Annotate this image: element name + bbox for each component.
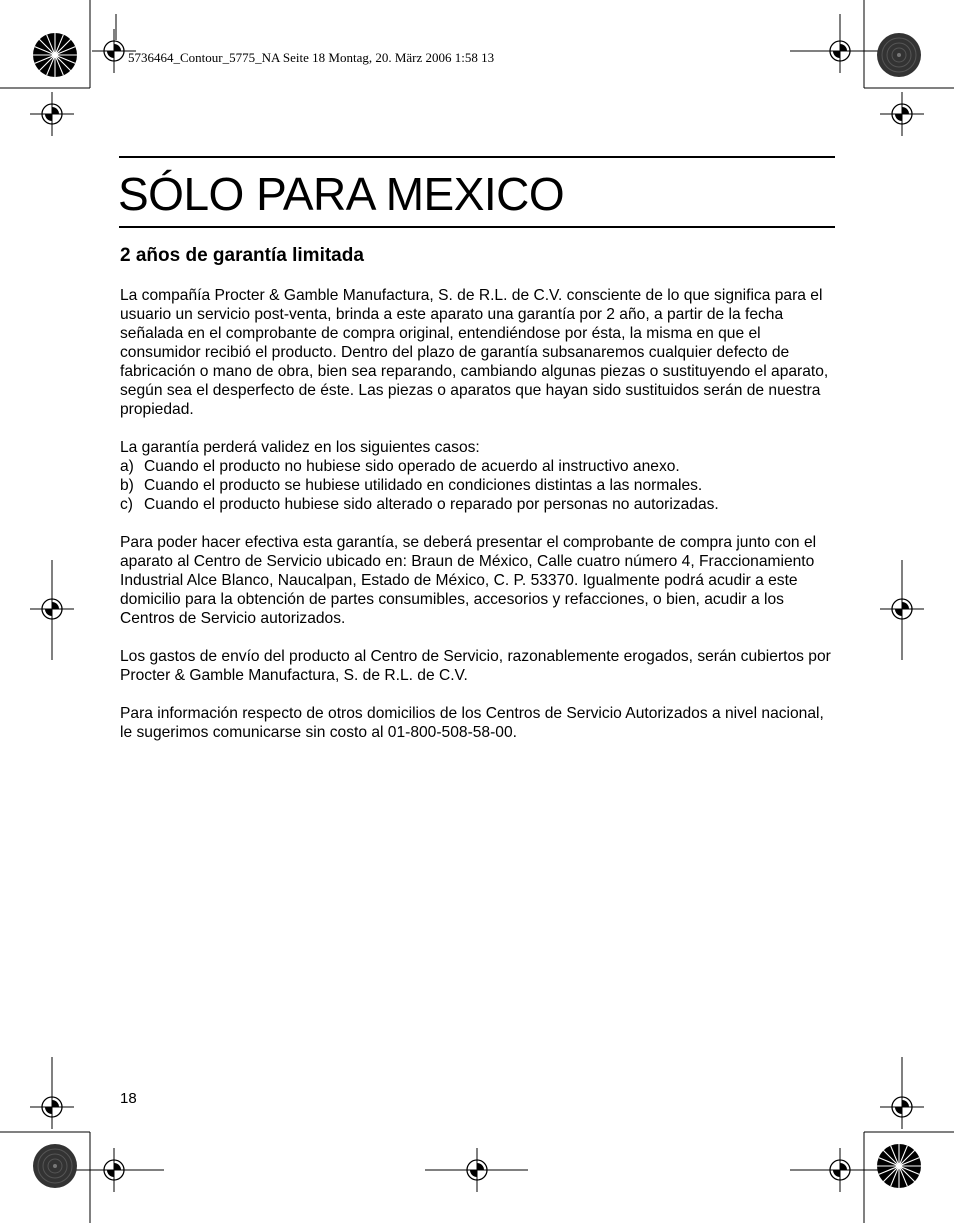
shipping-paragraph: Los gastos de envío del producto al Centro de Servicio, razonablemente erogados, serán cubiertos por Procter & Gamble Manufactura, S. de R.L. de C.V. — [120, 648, 831, 684]
title-top-rule — [119, 156, 835, 158]
contact-paragraph: Para información respecto de otros domicilios de los Centros de Servicio Autorizados a nivel nacional, le sugerimos comunicarse sin costo al 01-800-508-58-00. — [120, 705, 824, 741]
list-item — [120, 476, 836, 495]
section-heading: 2 años de garantía limitada — [120, 245, 364, 266]
page-title: SÓLO PARA MEXICO — [118, 168, 565, 220]
list-marker: a) — [120, 458, 134, 475]
title-bottom-rule — [119, 226, 835, 228]
list-marker: b) — [120, 477, 134, 494]
list-item-text: Cuando el producto se hubiese utilidado en condiciones distintas a las normales. — [144, 477, 703, 494]
list-marker: c) — [120, 496, 133, 513]
print-slug: 5736464_Contour_5775_NA Seite 18 Montag, 20. März 2006 1:58 13 — [128, 50, 495, 65]
intro-paragraph: La compañía Procter & Gamble Manufactura, S. de R.L. de C.V. consciente de lo que significa para el usuario un servicio post-venta, brinda a este aparato una garantía por 2 año, a partir de la fecha señalada en el comprobante de compra original, entendiéndose por ésta, la misma en que el consumidor recibió el producto. Dentro del plazo de garantía subsanaremos cualquier defecto de fabricación o mano de obra, bien sea reparando, cambiando algunas piezas o sustituyendo el aparato, según sea el desperfecto de éste. Las piezas o aparatos que hayan sido sustituidos serán de nuestra propiedad. — [120, 287, 829, 418]
list-item — [120, 495, 836, 514]
service-paragraph: Para poder hacer efectiva esta garantía, se deberá presentar el comprobante de compra junto con el aparato al Centro de Servicio ubicado en: Braun de México, Calle cuatro número 4, Fraccionamiento Industrial Alce Blanco, Naucalpan, Estado de México, C. P. 53370. Igualmente podrá acudir a este domicilio para la obtención de partes consumibles, accesorios y refacciones, o bien, acudir a los Centros de Servicio autorizados. — [120, 534, 817, 627]
page-number: 18 — [120, 1090, 137, 1107]
warranty-text — [120, 286, 836, 761]
conditions-block — [120, 438, 836, 514]
conditions-list — [120, 457, 836, 514]
list-item-text: Cuando el producto no hubiese sido operado de acuerdo al instructivo anexo. — [144, 458, 680, 475]
list-item — [120, 457, 836, 476]
conditions-lead: La garantía perderá validez en los siguientes casos: — [120, 439, 480, 456]
list-item-text: Cuando el producto hubiese sido alterado o reparado por personas no autorizadas. — [144, 496, 719, 513]
